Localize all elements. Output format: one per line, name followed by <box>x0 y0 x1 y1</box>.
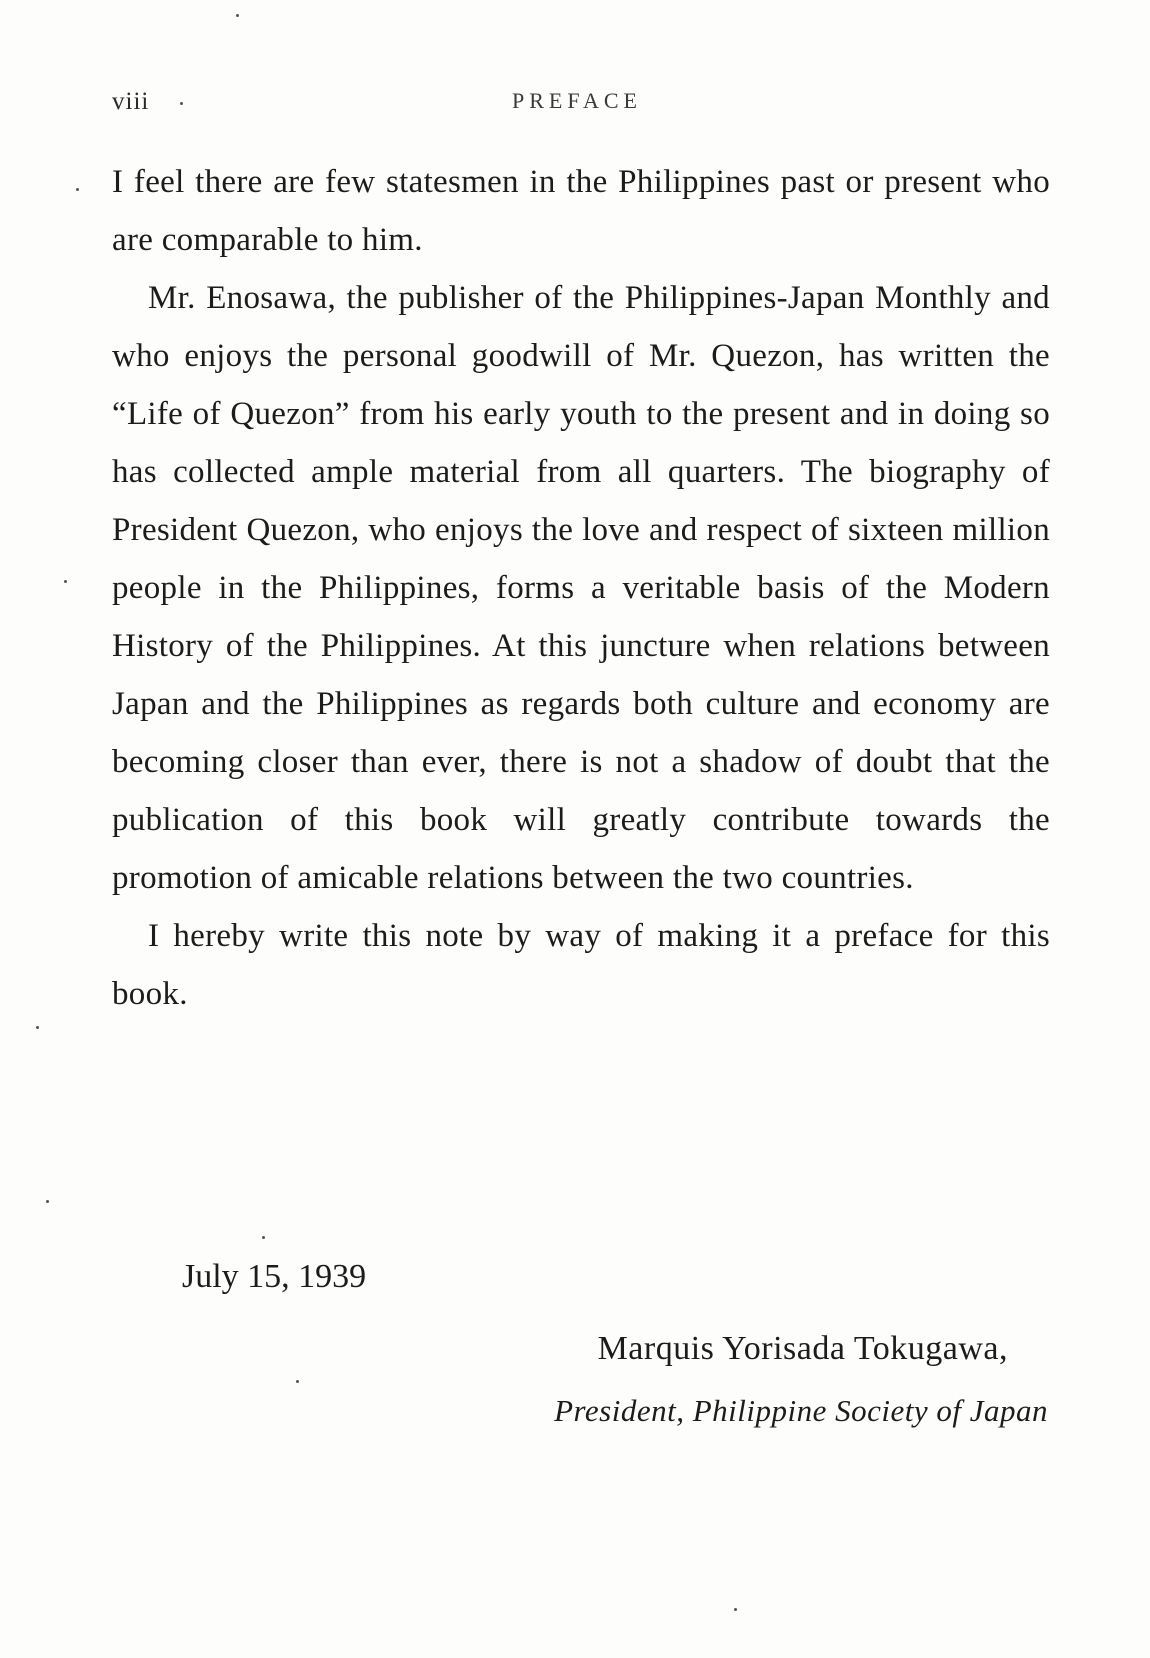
preface-body <box>112 153 1050 1023</box>
paragraph-continued: I feel there are few statesmen in the Philippines past or present who are comparable to him. <box>112 164 1050 258</box>
scan-speck <box>36 1026 39 1029</box>
scan-speck <box>76 188 79 191</box>
scan-speck <box>262 1236 265 1239</box>
scan-speck <box>64 580 67 583</box>
signatory-title: President, Philippine Society of Japan <box>554 1393 1048 1428</box>
running-title: PREFACE <box>512 88 642 113</box>
scan-speck <box>46 1200 49 1203</box>
page-number: viii <box>112 88 150 115</box>
paragraph-closing-note: I hereby write this note by way of making it a preface for this book. <box>112 918 1050 1012</box>
running-head <box>112 88 1042 128</box>
scan-speck <box>180 102 183 105</box>
signatory-name: Marquis Yorisada Tokugawa, <box>597 1330 1008 1367</box>
scan-speck <box>236 14 239 17</box>
scan-speck <box>734 1608 737 1611</box>
scan-speck <box>296 1380 299 1383</box>
paragraph-enosawa: Mr. Enosawa, the publisher of the Philippines-Japan Monthly and who enjoys the personal goodwill of Mr. Quezon, has written the “Life of Quezon” from his early youth to the present and in doing so has collected ample material from all quarters. The biography of President Quezon, who enjoys the love and respect of sixteen million people in the Philippines, forms a veritable basis of the Modern History of the Philippines. At this juncture when relations between Japan and the Philippines as regards both culture and economy are becoming closer than ever, there is not a shadow of doubt that the publication of this book will greatly contribute towards the promotion of amicable relations between the two countries. <box>112 280 1050 896</box>
date-line: July 15, 1939 <box>182 1258 367 1295</box>
